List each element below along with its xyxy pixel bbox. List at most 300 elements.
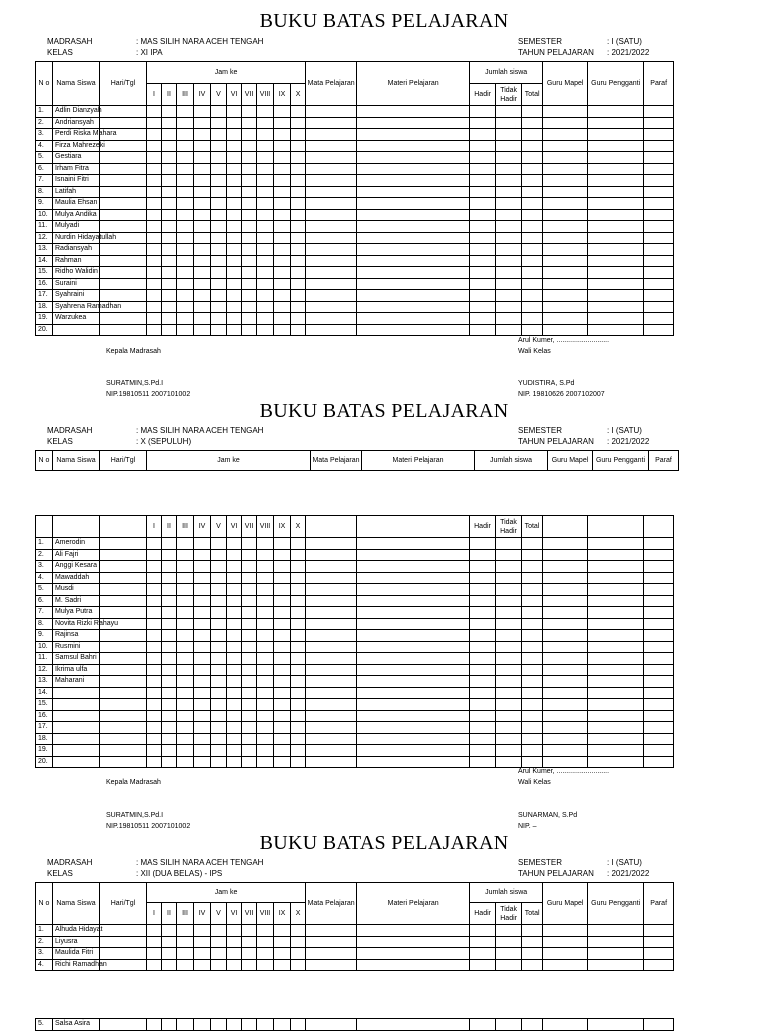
- blank-cell: [194, 198, 211, 210]
- blank-cell: [147, 756, 162, 768]
- blank-cell: [291, 129, 306, 141]
- blank-cell: [470, 607, 496, 619]
- wali-nip: NIP. –: [518, 823, 537, 830]
- blank-cell: [543, 106, 588, 118]
- blank-cell: [211, 722, 227, 734]
- blank-cell: [100, 641, 147, 653]
- blank-cell: [588, 936, 644, 948]
- blank-cell: [242, 267, 257, 279]
- blank-cell: [306, 313, 357, 325]
- blank-cell: [227, 607, 242, 619]
- wali-name: YUDISTIRA, S.Pd: [518, 380, 575, 387]
- blank-cell: [194, 129, 211, 141]
- blank-cell: [194, 584, 211, 596]
- blank-cell: [242, 584, 257, 596]
- blank-cell: [147, 653, 162, 665]
- blank-cell: [227, 313, 242, 325]
- blank-cell: [496, 313, 522, 325]
- blank-cell: [291, 140, 306, 152]
- blank-cell: [100, 699, 147, 711]
- blank-cell: [291, 1019, 306, 1031]
- blank-cell: [306, 561, 357, 573]
- blank-cell: [177, 313, 194, 325]
- blank-cell: [274, 572, 291, 584]
- blank-cell: [211, 699, 227, 711]
- blank-cell: [257, 745, 274, 757]
- blank-cell: [588, 106, 644, 118]
- blank-cell: [496, 722, 522, 734]
- blank-cell: [306, 221, 357, 233]
- blank-cell: [211, 267, 227, 279]
- blank-cell: [162, 722, 177, 734]
- row-number: 2.: [36, 549, 53, 561]
- table-row: [36, 722, 674, 734]
- blank-cell: [306, 607, 357, 619]
- blank-cell: [177, 244, 194, 256]
- blank-cell: [522, 733, 543, 745]
- semester-value: : I (SATU): [607, 37, 642, 46]
- blank-cell: [543, 209, 588, 221]
- blank-cell: [644, 710, 674, 722]
- blank-cell: [543, 117, 588, 129]
- blank-cell: [470, 664, 496, 676]
- blank-cell: [147, 925, 162, 937]
- blank-cell: [291, 221, 306, 233]
- blank-cell: [147, 106, 162, 118]
- blank-cell: [274, 630, 291, 642]
- jam-col-6: VI: [227, 903, 242, 925]
- blank-cell: [227, 959, 242, 971]
- blank-cell: [522, 186, 543, 198]
- student-name: Perdi Riska Mahara: [53, 129, 100, 141]
- blank-cell: [357, 687, 470, 699]
- blank-cell: [588, 653, 644, 665]
- blank-cell: [470, 618, 496, 630]
- blank-cell: [543, 175, 588, 187]
- blank-cell: [274, 733, 291, 745]
- blank-cell: [242, 549, 257, 561]
- student-name: Ali Fajri: [53, 549, 100, 561]
- jam-col-5: V: [211, 903, 227, 925]
- row-number: 18.: [36, 301, 53, 313]
- blank-cell: [211, 710, 227, 722]
- blank-cell: [522, 221, 543, 233]
- blank-cell: [522, 925, 543, 937]
- blank-cell: [357, 221, 470, 233]
- blank-cell: [100, 607, 147, 619]
- jam-i: I: [147, 516, 162, 538]
- blank-cell: [162, 106, 177, 118]
- student-name: Ikrima ulfa: [53, 664, 100, 676]
- blank-cell: [177, 163, 194, 175]
- hadir-label: Hadir: [470, 84, 496, 106]
- col-nama: Nama Siswa: [53, 883, 100, 925]
- blank-cell: [177, 549, 194, 561]
- blank-cell: [177, 1019, 194, 1031]
- blank-cell: [543, 186, 588, 198]
- blank-cell: [588, 186, 644, 198]
- row-number: 13.: [36, 244, 53, 256]
- blank-cell: [306, 664, 357, 676]
- blank-cell: [227, 324, 242, 336]
- blank-cell: [177, 653, 194, 665]
- blank-cell: [257, 722, 274, 734]
- blank-cell: [147, 699, 162, 711]
- student-name: [53, 722, 100, 734]
- blank-cell: [522, 618, 543, 630]
- jam-col-4: IV: [194, 903, 211, 925]
- blank-cell: [644, 255, 674, 267]
- table-row: [36, 572, 674, 584]
- blank-cell: [242, 699, 257, 711]
- kepala-label: Kepala Madrasah: [106, 348, 161, 355]
- blank-cell: [588, 278, 644, 290]
- blank-cell: [470, 1019, 496, 1031]
- row-number: 6.: [36, 595, 53, 607]
- blank-cell: [588, 710, 644, 722]
- blank-cell: [211, 538, 227, 550]
- blank-cell: [177, 936, 194, 948]
- jam-col-6: VI: [227, 84, 242, 106]
- blank-cell: [543, 653, 588, 665]
- table-row: [36, 641, 674, 653]
- blank-cell: [227, 549, 242, 561]
- blank-cell: [644, 733, 674, 745]
- student-name: [53, 687, 100, 699]
- blank-cell: [357, 198, 470, 210]
- blank-cell: [496, 959, 522, 971]
- semester-label: SEMESTER: [518, 426, 563, 435]
- blank-cell: [644, 221, 674, 233]
- blank-cell: [194, 653, 211, 665]
- blank-cell: [274, 301, 291, 313]
- blank-cell: [162, 232, 177, 244]
- blank-cell: [274, 756, 291, 768]
- wali-nip: NIP. 19810626 2007102007: [518, 391, 605, 398]
- student-name: Andriansyah: [53, 117, 100, 129]
- blank-cell: [147, 244, 162, 256]
- blank-cell: [522, 209, 543, 221]
- blank-cell: [306, 595, 357, 607]
- blank-cell: [306, 687, 357, 699]
- blank-cell: [227, 948, 242, 960]
- blank-cell: [211, 152, 227, 164]
- blank-cell: [257, 607, 274, 619]
- blank-cell: [227, 699, 242, 711]
- jam-viii: VIII: [257, 516, 274, 538]
- blank-cell: [274, 313, 291, 325]
- blank-cell: [162, 710, 177, 722]
- blank-cell: [522, 538, 543, 550]
- blank-cell: [291, 948, 306, 960]
- blank-cell: [588, 244, 644, 256]
- blank-cell: [274, 175, 291, 187]
- blank-cell: [496, 936, 522, 948]
- blank-cell: [211, 255, 227, 267]
- blank-cell: [496, 209, 522, 221]
- blank-cell: [242, 664, 257, 676]
- attendance-table-continued: [35, 1018, 674, 1031]
- row-number: 1.: [36, 106, 53, 118]
- blank-cell: [357, 290, 470, 302]
- row-number: 9.: [36, 198, 53, 210]
- blank-cell: [357, 549, 470, 561]
- blank-cell: [211, 549, 227, 561]
- blank-cell: [100, 255, 147, 267]
- blank-cell: [543, 641, 588, 653]
- blank-cell: [644, 699, 674, 711]
- blank-cell: [100, 948, 147, 960]
- blank-cell: [274, 267, 291, 279]
- blank-cell: [543, 549, 588, 561]
- blank-cell: [291, 324, 306, 336]
- blank-cell: [470, 733, 496, 745]
- blank-cell: [242, 936, 257, 948]
- blank-cell: [291, 722, 306, 734]
- blank-cell: [162, 756, 177, 768]
- blank-cell: [496, 595, 522, 607]
- jam-col-9: IX: [274, 84, 291, 106]
- table-row: [36, 549, 674, 561]
- blank-cell: [306, 290, 357, 302]
- blank-cell: [470, 290, 496, 302]
- student-name: Latifah: [53, 186, 100, 198]
- blank-cell: [306, 722, 357, 734]
- blank-cell: [543, 324, 588, 336]
- blank-cell: [242, 198, 257, 210]
- blank-cell: [147, 163, 162, 175]
- blank-cell: [242, 653, 257, 665]
- blank-cell: [588, 925, 644, 937]
- blank-cell: [522, 676, 543, 688]
- col-paraf: Paraf: [644, 62, 674, 106]
- blank-cell: [257, 221, 274, 233]
- blank-cell: [257, 117, 274, 129]
- madrasah-label: MADRASAH: [47, 426, 93, 435]
- blank-cell: [470, 756, 496, 768]
- tidak-hadir-label: Tidak Hadir: [496, 516, 522, 538]
- blank-cell: [227, 117, 242, 129]
- blank-cell: [470, 959, 496, 971]
- blank-cell: [644, 756, 674, 768]
- blank-cell: [543, 140, 588, 152]
- blank-cell: [162, 244, 177, 256]
- blank-cell: [470, 175, 496, 187]
- blank-cell: [100, 572, 147, 584]
- blank-cell: [227, 255, 242, 267]
- blank-cell: [211, 595, 227, 607]
- blank-cell: [306, 756, 357, 768]
- row-number: 14.: [36, 255, 53, 267]
- blank-cell: [522, 561, 543, 573]
- blank-cell: [162, 301, 177, 313]
- blank-cell: [211, 313, 227, 325]
- blank-cell: [496, 699, 522, 711]
- blank-cell: [177, 117, 194, 129]
- wali-name: SUNARMAN, S.Pd: [518, 812, 578, 819]
- blank-cell: [227, 232, 242, 244]
- row-number: 9.: [36, 630, 53, 642]
- blank-cell: [194, 664, 211, 676]
- blank-cell: [496, 244, 522, 256]
- blank-cell: [496, 198, 522, 210]
- blank-cell: [194, 313, 211, 325]
- blank-cell: [496, 584, 522, 596]
- blank-cell: [227, 572, 242, 584]
- blank-cell: [257, 710, 274, 722]
- blank-cell: [274, 152, 291, 164]
- blank-cell: [227, 290, 242, 302]
- blank-cell: [306, 676, 357, 688]
- blank-cell: [291, 584, 306, 596]
- row-number: 4.: [36, 959, 53, 971]
- blank-cell: [306, 301, 357, 313]
- blank-cell: [357, 948, 470, 960]
- blank-cell: [496, 117, 522, 129]
- blank-cell: [242, 572, 257, 584]
- blank-cell: [522, 267, 543, 279]
- blank-cell: [496, 745, 522, 757]
- table-row: [36, 117, 674, 129]
- blank-cell: [496, 106, 522, 118]
- blank-cell: [291, 152, 306, 164]
- blank-cell: [522, 607, 543, 619]
- blank-cell: [543, 756, 588, 768]
- blank-cell: [306, 710, 357, 722]
- blank-cell: [100, 1019, 147, 1031]
- blank-cell: [496, 618, 522, 630]
- blank-cell: [211, 936, 227, 948]
- blank-cell: [357, 106, 470, 118]
- blank-cell: [274, 255, 291, 267]
- blank-cell: [100, 198, 147, 210]
- col-mapel: Mata Pelajaran: [311, 451, 362, 471]
- jam-col-7: VII: [242, 903, 257, 925]
- table-row: [36, 653, 674, 665]
- student-name: Rusmini: [53, 641, 100, 653]
- blank-cell: [242, 175, 257, 187]
- blank-cell: [177, 561, 194, 573]
- blank-cell: [162, 745, 177, 757]
- blank-cell: [291, 925, 306, 937]
- blank-cell: [177, 140, 194, 152]
- blank-cell: [522, 959, 543, 971]
- blank-cell: [522, 290, 543, 302]
- kelas-value: : XII (DUA BELAS) - IPS: [136, 869, 223, 878]
- student-name: Mulyadi: [53, 221, 100, 233]
- blank-cell: [470, 163, 496, 175]
- blank-cell: [100, 936, 147, 948]
- blank-cell: [211, 561, 227, 573]
- blank-cell: [306, 630, 357, 642]
- blank-cell: [644, 561, 674, 573]
- blank-cell: [100, 117, 147, 129]
- blank-cell: [274, 699, 291, 711]
- student-name: Mulya Putra: [53, 607, 100, 619]
- blank-cell: [274, 653, 291, 665]
- blank-cell: [242, 1019, 257, 1031]
- table-row: [36, 687, 674, 699]
- row-number: 12.: [36, 232, 53, 244]
- blank-cell: [177, 948, 194, 960]
- blank-cell: [496, 232, 522, 244]
- blank-cell: [291, 209, 306, 221]
- blank-cell: [211, 324, 227, 336]
- row-number: 15.: [36, 699, 53, 711]
- row-number: 16.: [36, 278, 53, 290]
- blank-cell: [147, 733, 162, 745]
- col-jam: Jam ke: [147, 883, 306, 903]
- blank-cell: [496, 186, 522, 198]
- blank-cell: [496, 572, 522, 584]
- blank-cell: [257, 664, 274, 676]
- blank-cell: [588, 117, 644, 129]
- blank-cell: [274, 221, 291, 233]
- blank-cell: [257, 267, 274, 279]
- blank-cell: [177, 664, 194, 676]
- student-name: [53, 710, 100, 722]
- blank-cell: [496, 324, 522, 336]
- blank-cell: [470, 267, 496, 279]
- blank-cell: [194, 221, 211, 233]
- blank-cell: [274, 710, 291, 722]
- blank-cell: [147, 936, 162, 948]
- blank-cell: [211, 641, 227, 653]
- blank-cell: [357, 722, 470, 734]
- blank-cell: [496, 733, 522, 745]
- blank-cell: [588, 1019, 644, 1031]
- student-name: Mawaddah: [53, 572, 100, 584]
- blank-cell: [194, 106, 211, 118]
- blank-cell: [496, 267, 522, 279]
- blank-cell: [291, 733, 306, 745]
- jam-col-7: VII: [242, 84, 257, 106]
- blank-cell: [242, 959, 257, 971]
- blank-cell: [100, 595, 147, 607]
- blank-cell: [588, 618, 644, 630]
- blank-cell: [211, 653, 227, 665]
- student-name: Ridho Walidin: [53, 267, 100, 279]
- blank-cell: [588, 687, 644, 699]
- blank-cell: [211, 607, 227, 619]
- blank-cell: [470, 209, 496, 221]
- blank-cell: [543, 595, 588, 607]
- student-name: Maharani: [53, 676, 100, 688]
- blank-cell: [306, 538, 357, 550]
- blank-cell: [194, 301, 211, 313]
- blank-cell: [211, 221, 227, 233]
- blank-cell: [274, 561, 291, 573]
- blank-cell: [194, 117, 211, 129]
- blank-cell: [306, 106, 357, 118]
- blank-cell: [227, 756, 242, 768]
- blank-cell: [291, 641, 306, 653]
- blank-cell: [496, 925, 522, 937]
- blank-cell: [100, 186, 147, 198]
- jam-iii: III: [177, 516, 194, 538]
- table-row: [36, 925, 674, 937]
- blank-cell: [177, 699, 194, 711]
- blank-cell: [306, 152, 357, 164]
- blank-cell: [100, 710, 147, 722]
- col-guru-pengganti: Guru Pengganti: [593, 451, 649, 471]
- jam-iv: IV: [194, 516, 211, 538]
- blank-cell: [291, 278, 306, 290]
- blank-cell: [162, 584, 177, 596]
- madrasah-value: : MAS SILIH NARA ACEH TENGAH: [136, 426, 264, 435]
- blank-cell: [306, 163, 357, 175]
- blank-cell: [306, 324, 357, 336]
